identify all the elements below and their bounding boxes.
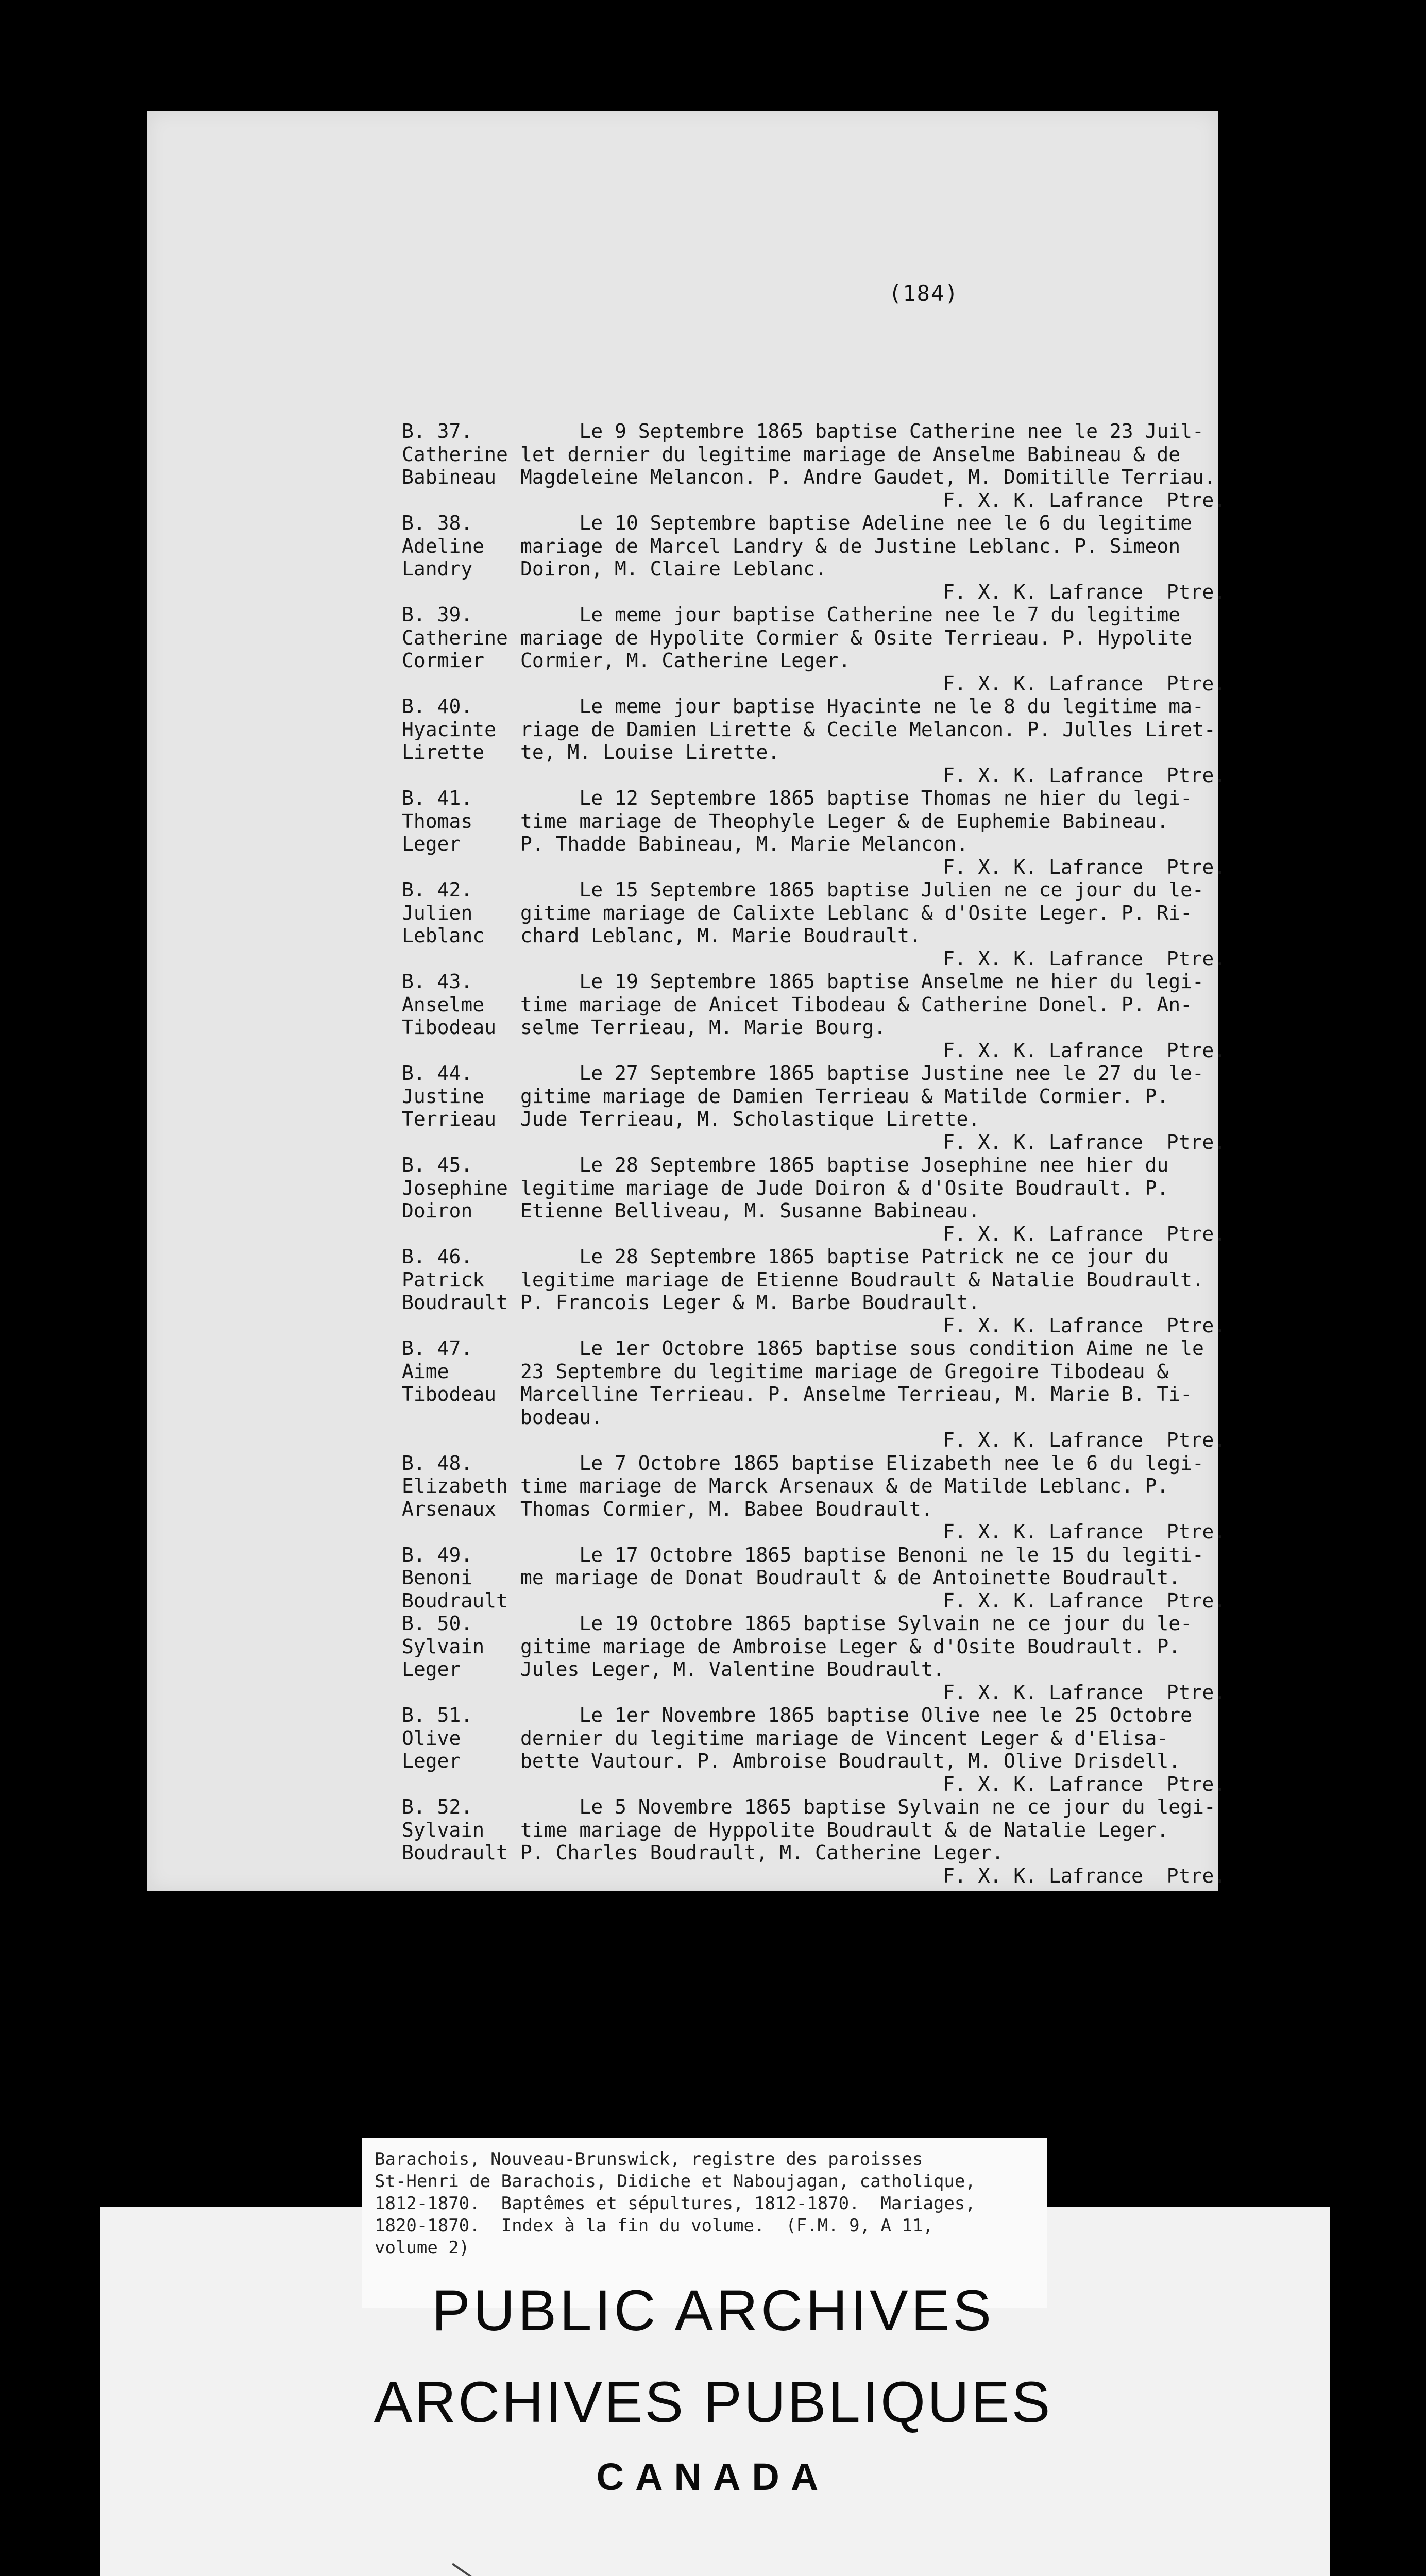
body-line: time mariage de Anicet Tibodeau & Catherine Donel. P. An- xyxy=(520,993,1193,1016)
margin-line: B. 37. xyxy=(402,420,473,443)
body-line: selme Terrieau, M. Marie Bourg. xyxy=(520,1016,886,1039)
entry-margin-note xyxy=(402,1245,520,1337)
margin-line: Babineau xyxy=(402,466,497,488)
priest-signature: F. X. K. Lafrance Ptre. xyxy=(943,1864,1226,1887)
margin-line: Sylvain xyxy=(402,1635,485,1658)
register-entry xyxy=(402,1062,1345,1154)
body-line: te, M. Louise Lirette. xyxy=(520,741,780,764)
register-page xyxy=(147,111,1226,1891)
margin-line: B. 49. xyxy=(402,1543,473,1566)
margin-line: Benoni xyxy=(402,1566,473,1589)
margin-line: Catherine xyxy=(402,626,508,649)
body-line: Le 9 Septembre 1865 baptise Catherine nee le 23 Juil- xyxy=(520,420,1204,443)
entry-margin-note xyxy=(402,420,520,512)
body-line: Le 7 Octobre 1865 baptise Elizabeth nee le 6 du legi- xyxy=(520,1451,1204,1475)
margin-line: B. 44. xyxy=(402,1062,473,1084)
margin-line: B. 41. xyxy=(402,787,473,809)
entry-body xyxy=(520,878,1345,970)
entry-margin-note xyxy=(402,603,520,695)
priest-signature: F. X. K. Lafrance Ptre. xyxy=(943,1039,1226,1062)
register-entry xyxy=(402,695,1345,787)
body-line: mariage de Hypolite Cormier & Osite Terrieau. P. Hypolite xyxy=(520,626,1193,649)
margin-line: Tibodeau xyxy=(402,1383,497,1405)
entry-body xyxy=(520,970,1345,1062)
priest-signature: F. X. K. Lafrance Ptre. xyxy=(943,1681,1226,1704)
margin-line: Arsenaux xyxy=(402,1497,497,1520)
register-entry xyxy=(402,1704,1345,1795)
register-entry xyxy=(402,1337,1345,1452)
priest-signature: F. X. K. Lafrance Ptre. xyxy=(943,855,1226,878)
body-line: Cormier, M. Catherine Leger. xyxy=(520,649,851,672)
margin-line: Olive xyxy=(402,1726,461,1750)
entry-margin-note xyxy=(402,512,520,603)
body-line: mariage de Marcel Landry & de Justine Leblanc. P. Simeon xyxy=(520,534,1181,557)
margin-line: Doiron xyxy=(402,1199,473,1222)
body-line: Le 28 Septembre 1865 baptise Patrick ne ce jour du xyxy=(520,1245,1169,1268)
margin-line: Leblanc xyxy=(402,924,485,947)
margin-line: Boudrault xyxy=(402,1841,508,1864)
body-line: Le 10 Septembre baptise Adeline nee le 6 du legitime xyxy=(520,512,1193,534)
entry-body xyxy=(520,1704,1345,1795)
margin-line: Catherine xyxy=(402,443,508,466)
register-entry xyxy=(402,512,1345,603)
margin-line: Boudrault xyxy=(402,1589,508,1612)
margin-line: B. 40. xyxy=(402,695,473,718)
entry-body xyxy=(520,420,1345,512)
body-line: dernier du legitime mariage de Vincent Leger & d'Elisa- xyxy=(520,1726,1169,1750)
margin-line: B. 51. xyxy=(402,1704,473,1726)
register-entry xyxy=(402,878,1345,970)
body-line: gitime mariage de Ambroise Leger & d'Osite Boudrault. P. xyxy=(520,1635,1181,1658)
margin-line: B. 47. xyxy=(402,1337,473,1360)
margin-line: B. 46. xyxy=(402,1245,473,1268)
entry-margin-note xyxy=(402,1795,520,1887)
body-line: time mariage de Hyppolite Boudrault & de Natalie Leger. xyxy=(520,1818,1169,1841)
margin-line: Hyacinte xyxy=(402,718,497,741)
body-line: gitime mariage de Damien Terrieau & Matilde Cormier. P. xyxy=(520,1084,1169,1108)
entry-margin-note xyxy=(402,1154,520,1245)
margin-line: Anselme xyxy=(402,993,485,1016)
entry-body xyxy=(520,1337,1345,1452)
body-line: let dernier du legitime mariage de Anselme Babineau & de xyxy=(520,443,1181,466)
margin-line: B. 52. xyxy=(402,1795,473,1818)
body-line: gitime mariage de Calixte Leblanc & d'Osite Leger. P. Ri- xyxy=(520,901,1193,924)
body-line: Le meme jour baptise Catherine nee le 7 du legitime xyxy=(520,603,1181,626)
body-line: legitime mariage de Etienne Boudrault & Natalie Boudrault. xyxy=(520,1268,1204,1291)
entry-body xyxy=(520,1245,1345,1337)
margin-line: Patrick xyxy=(402,1268,485,1291)
margin-line: B. 45. xyxy=(402,1154,473,1176)
body-line: Magdeleine Melancon. P. Andre Gaudet, M. Domitille Terriau. xyxy=(520,466,1216,488)
entry-body xyxy=(520,1062,1345,1154)
body-line: Le 15 Septembre 1865 baptise Julien ne ce jour du le- xyxy=(520,878,1204,901)
register-entry xyxy=(402,1795,1345,1887)
entry-margin-note xyxy=(402,1062,520,1154)
margin-line: Leger xyxy=(402,833,461,855)
entry-margin-note xyxy=(402,878,520,970)
canada-title: CANADA xyxy=(596,2455,830,2498)
margin-line: B. 39. xyxy=(402,603,473,626)
body-line: Le 5 Novembre 1865 baptise Sylvain ne ce jour du legi- xyxy=(520,1795,1216,1818)
body-line: Jules Leger, M. Valentine Boudrault. xyxy=(520,1658,945,1681)
body-line: Le 27 Septembre 1865 baptise Justine nee le 27 du le- xyxy=(520,1062,1204,1084)
body-line: P. Francois Leger & M. Barbe Boudrault. xyxy=(520,1291,980,1314)
entry-body xyxy=(520,1795,1345,1887)
entry-body xyxy=(520,1612,1345,1704)
priest-signature: F. X. K. Lafrance Ptre. xyxy=(943,1772,1226,1795)
body-line: me mariage de Donat Boudrault & de Antoinette Boudrault. xyxy=(520,1566,1181,1589)
margin-line: Thomas xyxy=(402,809,473,833)
body-line: Le 1er Novembre 1865 baptise Olive nee le 25 Octobre xyxy=(520,1704,1193,1726)
body-line: bodeau. xyxy=(520,1405,603,1429)
priest-signature: F. X. K. Lafrance Ptre. xyxy=(943,764,1226,787)
body-line: Thomas Cormier, M. Babee Boudrault. xyxy=(520,1497,933,1520)
body-line: Doiron, M. Claire Leblanc. xyxy=(520,557,827,580)
margin-line: Cormier xyxy=(402,649,485,672)
body-line: Le 17 Octobre 1865 baptise Benoni ne le 15 du legiti- xyxy=(520,1543,1204,1566)
register-entry xyxy=(402,1544,1345,1613)
citation-label: Barachois, Nouveau-Brunswick, registre des paroisses St-Henri de Barachois, Didiche et Naboujagan, catholique, 1812-1870. Baptêmes et sépultures, 1812-1870. Mariages, 1820-1870. Index à la fin du volume. (F.M. 9, A 11, volume 2) xyxy=(362,2138,1047,2308)
entry-body xyxy=(520,787,1345,878)
register-entry xyxy=(402,970,1345,1062)
register-entry xyxy=(402,603,1345,695)
priest-signature: F. X. K. Lafrance Ptre. xyxy=(943,1429,1226,1451)
body-line: Marcelline Terrieau. P. Anselme Terrieau, M. Marie B. Ti- xyxy=(520,1383,1193,1405)
margin-line: B. 38. xyxy=(402,512,473,534)
entry-margin-note xyxy=(402,970,520,1062)
priest-signature: F. X. K. Lafrance Ptre. xyxy=(943,580,1226,603)
margin-line: Leger xyxy=(402,1658,461,1681)
entry-margin-note xyxy=(402,1544,520,1613)
margin-line: Adeline xyxy=(402,534,485,557)
margin-line: Aime xyxy=(402,1360,449,1383)
register-entry xyxy=(402,787,1345,878)
priest-signature: F. X. K. Lafrance Ptre. xyxy=(943,1222,1226,1245)
body-line: time mariage de Marck Arsenaux & de Matilde Leblanc. P. xyxy=(520,1475,1169,1497)
entry-margin-note xyxy=(402,1452,520,1544)
entry-body xyxy=(520,695,1345,787)
priest-signature: F. X. K. Lafrance Ptre. xyxy=(943,1314,1226,1337)
entry-margin-note xyxy=(402,1704,520,1795)
margin-line: B. 43. xyxy=(402,970,473,993)
priest-signature: F. X. K. Lafrance Ptre. xyxy=(943,1130,1226,1154)
body-line: P. Thadde Babineau, M. Marie Melancon. xyxy=(520,833,969,855)
page-number: (184) xyxy=(889,281,959,306)
body-line: P. Charles Boudrault, M. Catherine Leger. xyxy=(520,1841,1004,1864)
margin-line: Landry xyxy=(402,557,473,580)
entry-margin-note xyxy=(402,695,520,787)
body-line: chard Leblanc, M. Marie Boudrault. xyxy=(520,924,921,947)
priest-signature: F. X. K. Lafrance Ptre. xyxy=(943,488,1226,512)
margin-line: Justine xyxy=(402,1084,485,1108)
priest-signature: F. X. K. Lafrance Ptre. xyxy=(943,1589,1226,1612)
body-line: Le 12 Septembre 1865 baptise Thomas ne hier du legi- xyxy=(520,787,1193,809)
body-line: Le 28 Septembre 1865 baptise Josephine nee hier du xyxy=(520,1154,1169,1176)
register-entry xyxy=(402,1245,1345,1337)
public-archives-title: PUBLIC ARCHIVES xyxy=(431,2278,995,2343)
register-entry xyxy=(402,1612,1345,1704)
priest-signature: F. X. K. Lafrance Ptre. xyxy=(943,947,1226,970)
body-line: legitime mariage de Jude Doiron & d'Osite Boudrault. P. xyxy=(520,1176,1169,1199)
body-line: Jude Terrieau, M. Scholastique Lirette. xyxy=(520,1108,980,1130)
register-entry xyxy=(402,1154,1345,1245)
margin-line: Terrieau xyxy=(402,1108,497,1130)
entry-body xyxy=(520,603,1345,695)
entry-body xyxy=(520,512,1345,603)
archives-publiques-title: ARCHIVES PUBLIQUES xyxy=(374,2370,1052,2434)
body-line: 23 Septembre du legitime mariage de Gregoire Tibodeau & xyxy=(520,1360,1169,1383)
body-line: Le meme jour baptise Hyacinte ne le 8 du legitime ma- xyxy=(520,695,1204,718)
margin-line: Leger xyxy=(402,1750,461,1772)
body-line: bette Vautour. P. Ambroise Boudrault, M. Olive Drisdell. xyxy=(520,1750,1181,1772)
margin-line: Josephine xyxy=(402,1176,508,1199)
margin-line: B. 42. xyxy=(402,878,473,901)
register-entry xyxy=(402,420,1345,512)
margin-line: Boudrault xyxy=(402,1291,508,1314)
entry-margin-note xyxy=(402,1337,520,1452)
margin-line: Lirette xyxy=(402,741,485,764)
body-line: time mariage de Theophyle Leger & de Euphemie Babineau. xyxy=(520,809,1169,833)
margin-line: B. 50. xyxy=(402,1612,473,1635)
entry-margin-note xyxy=(402,1612,520,1704)
margin-line: B. 48. xyxy=(402,1451,473,1475)
entry-body xyxy=(520,1452,1345,1544)
body-line: Le 19 Octobre 1865 baptise Sylvain ne ce jour du le- xyxy=(520,1612,1193,1635)
register-entry xyxy=(402,1452,1345,1544)
body-line: Etienne Belliveau, M. Susanne Babineau. xyxy=(520,1199,980,1222)
body-line: riage de Damien Lirette & Cecile Melancon. P. Julles Liret- xyxy=(520,718,1216,741)
entry-body xyxy=(520,1544,1345,1613)
body-line: Le 19 Septembre 1865 baptise Anselme ne hier du legi- xyxy=(520,970,1204,993)
body-line: Le 1er Octobre 1865 baptise sous condition Aime ne le xyxy=(520,1337,1204,1360)
margin-line: Julien xyxy=(402,901,473,924)
margin-line: Tibodeau xyxy=(402,1016,497,1039)
baptism-entries xyxy=(402,420,1345,1887)
margin-line: Sylvain xyxy=(402,1818,485,1841)
priest-signature: F. X. K. Lafrance Ptre. xyxy=(943,1520,1226,1543)
margin-line: Elizabeth xyxy=(402,1475,508,1497)
entry-body xyxy=(520,1154,1345,1245)
priest-signature: F. X. K. Lafrance Ptre. xyxy=(943,672,1226,695)
entry-margin-note xyxy=(402,787,520,878)
